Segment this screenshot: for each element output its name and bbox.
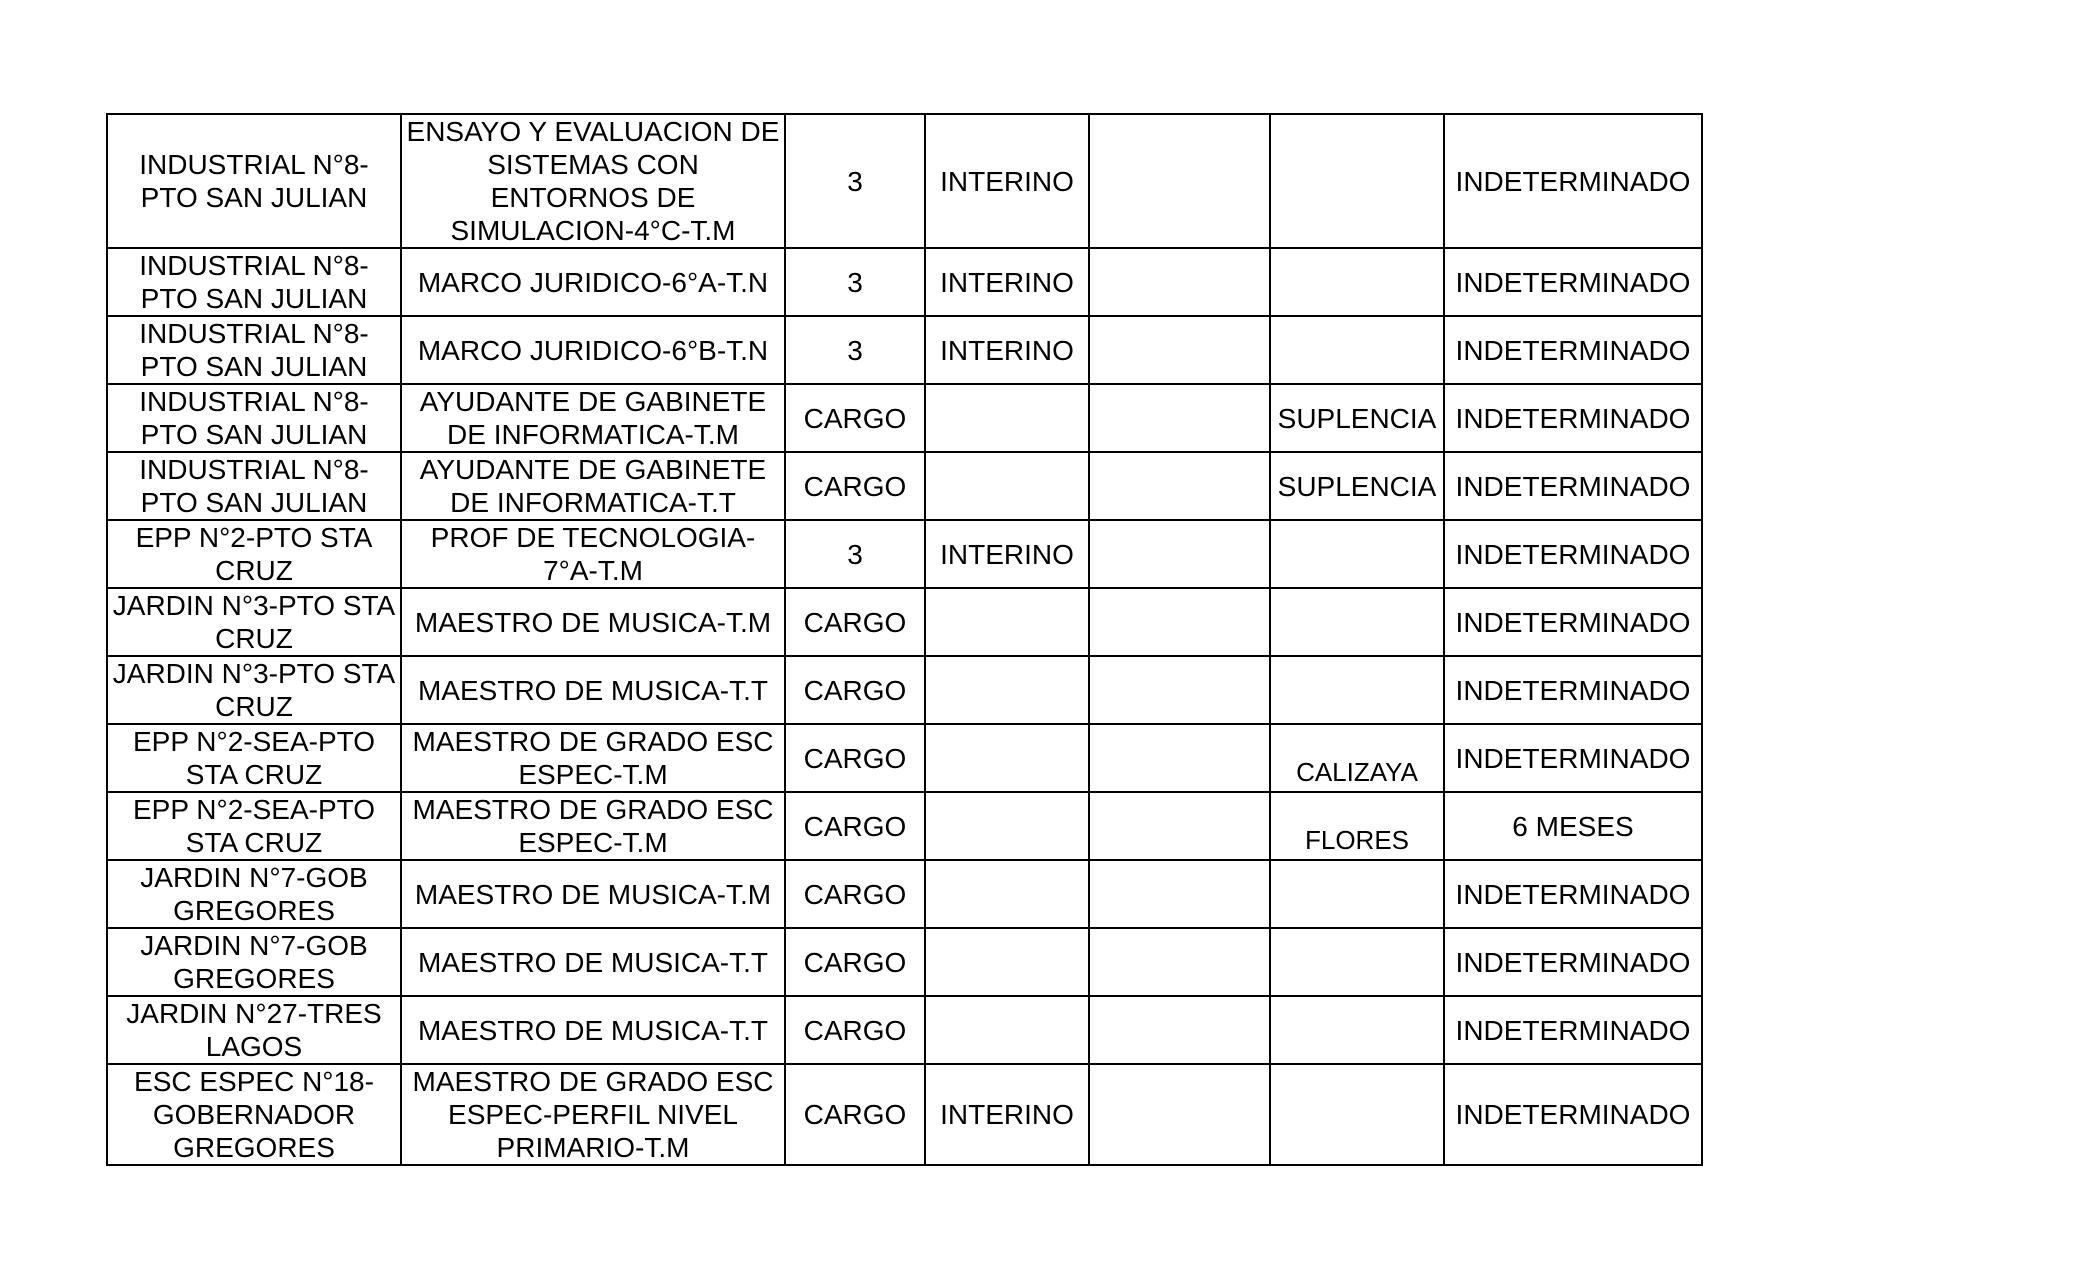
character-cell (1270, 248, 1444, 316)
table-row (107, 724, 1702, 792)
status-cell (925, 860, 1089, 928)
position-cell: MAESTRO DE GRADO ESC ESPEC-PERFIL NIVEL PRIMARIO-T.M (401, 1064, 785, 1165)
hours-cell: CARGO (785, 996, 925, 1064)
duration-cell: INDETERMINADO (1444, 1064, 1702, 1165)
status-cell: INTERINO (925, 114, 1089, 248)
duration-cell: INDETERMINADO (1444, 316, 1702, 384)
table-row (107, 114, 1702, 248)
extra-cell (1089, 248, 1270, 316)
position-cell: MAESTRO DE MUSICA-T.T (401, 996, 785, 1064)
hours-cell: CARGO (785, 928, 925, 996)
duration-cell: 6 MESES (1444, 792, 1702, 860)
duration-cell: INDETERMINADO (1444, 384, 1702, 452)
hours-cell: CARGO (785, 656, 925, 724)
table-row (107, 452, 1702, 520)
extra-cell (1089, 520, 1270, 588)
school-cell: INDUSTRIAL N°8-PTO SAN JULIAN (107, 384, 401, 452)
duration-cell: INDETERMINADO (1444, 248, 1702, 316)
table-row (107, 588, 1702, 656)
extra-cell (1089, 792, 1270, 860)
position-cell: MAESTRO DE MUSICA-T.M (401, 860, 785, 928)
position-cell: MAESTRO DE MUSICA-T.M (401, 588, 785, 656)
status-cell: INTERINO (925, 520, 1089, 588)
school-cell: ESC ESPEC N°18-GOBERNADOR GREGORES (107, 1064, 401, 1165)
hours-cell: CARGO (785, 1064, 925, 1165)
character-cell: CALIZAYA (1270, 724, 1444, 792)
position-cell: AYUDANTE DE GABINETE DE INFORMATICA-T.M (401, 384, 785, 452)
duration-cell: INDETERMINADO (1444, 860, 1702, 928)
hours-cell: CARGO (785, 588, 925, 656)
extra-cell (1089, 316, 1270, 384)
status-cell (925, 792, 1089, 860)
school-cell: INDUSTRIAL N°8-PTO SAN JULIAN (107, 248, 401, 316)
character-cell: FLORES (1270, 792, 1444, 860)
hours-cell: 3 (785, 316, 925, 384)
hours-cell: CARGO (785, 724, 925, 792)
school-cell: JARDIN N°3-PTO STA CRUZ (107, 588, 401, 656)
hours-cell: 3 (785, 520, 925, 588)
table-row (107, 316, 1702, 384)
duration-cell: INDETERMINADO (1444, 996, 1702, 1064)
character-cell (1270, 316, 1444, 384)
school-cell: JARDIN N°3-PTO STA CRUZ (107, 656, 401, 724)
school-cell: INDUSTRIAL N°8-PTO SAN JULIAN (107, 452, 401, 520)
position-cell: MAESTRO DE MUSICA-T.T (401, 928, 785, 996)
character-cell: SUPLENCIA (1270, 384, 1444, 452)
school-cell: EPP N°2-PTO STA CRUZ (107, 520, 401, 588)
hours-cell: CARGO (785, 792, 925, 860)
duration-cell: INDETERMINADO (1444, 656, 1702, 724)
character-cell: SUPLENCIA (1270, 452, 1444, 520)
hours-cell: 3 (785, 114, 925, 248)
table-row (107, 860, 1702, 928)
extra-cell (1089, 114, 1270, 248)
character-cell (1270, 114, 1444, 248)
status-cell (925, 588, 1089, 656)
table-row (107, 656, 1702, 724)
position-cell: MAESTRO DE MUSICA-T.T (401, 656, 785, 724)
status-cell: INTERINO (925, 316, 1089, 384)
extra-cell (1089, 1064, 1270, 1165)
position-cell: PROF DE TECNOLOGIA-7°A-T.M (401, 520, 785, 588)
school-cell: JARDIN N°27-TRES LAGOS (107, 996, 401, 1064)
extra-cell (1089, 656, 1270, 724)
character-cell (1270, 656, 1444, 724)
character-cell (1270, 1064, 1444, 1165)
duration-cell: INDETERMINADO (1444, 520, 1702, 588)
position-cell: AYUDANTE DE GABINETE DE INFORMATICA-T.T (401, 452, 785, 520)
status-cell: INTERINO (925, 248, 1089, 316)
extra-cell (1089, 860, 1270, 928)
status-cell (925, 452, 1089, 520)
character-cell (1270, 588, 1444, 656)
table-row (107, 1064, 1702, 1165)
extra-cell (1089, 928, 1270, 996)
school-cell: INDUSTRIAL N°8-PTO SAN JULIAN (107, 316, 401, 384)
character-cell (1270, 860, 1444, 928)
status-cell (925, 996, 1089, 1064)
hours-cell: CARGO (785, 452, 925, 520)
school-cell: JARDIN N°7-GOB GREGORES (107, 928, 401, 996)
school-cell: JARDIN N°7-GOB GREGORES (107, 860, 401, 928)
status-cell (925, 928, 1089, 996)
duration-cell: INDETERMINADO (1444, 114, 1702, 248)
duration-cell: INDETERMINADO (1444, 452, 1702, 520)
table-row (107, 248, 1702, 316)
status-cell (925, 656, 1089, 724)
extra-cell (1089, 384, 1270, 452)
status-cell: INTERINO (925, 1064, 1089, 1165)
table-row (107, 792, 1702, 860)
position-cell: MAESTRO DE GRADO ESC ESPEC-T.M (401, 724, 785, 792)
hours-cell: 3 (785, 248, 925, 316)
duration-cell: INDETERMINADO (1444, 928, 1702, 996)
extra-cell (1089, 996, 1270, 1064)
extra-cell (1089, 588, 1270, 656)
status-cell (925, 384, 1089, 452)
position-cell: MAESTRO DE GRADO ESC ESPEC-T.M (401, 792, 785, 860)
table-row (107, 996, 1702, 1064)
table-row (107, 928, 1702, 996)
extra-cell (1089, 724, 1270, 792)
duration-cell: INDETERMINADO (1444, 588, 1702, 656)
status-cell (925, 724, 1089, 792)
school-cell: INDUSTRIAL N°8-PTO SAN JULIAN (107, 114, 401, 248)
school-cell: EPP N°2-SEA-PTO STA CRUZ (107, 724, 401, 792)
character-cell (1270, 520, 1444, 588)
position-cell: MARCO JURIDICO-6°B-T.N (401, 316, 785, 384)
hours-cell: CARGO (785, 384, 925, 452)
table-row (107, 520, 1702, 588)
character-cell (1270, 996, 1444, 1064)
school-cell: EPP N°2-SEA-PTO STA CRUZ (107, 792, 401, 860)
vacancy-table (106, 113, 1703, 1166)
hours-cell: CARGO (785, 860, 925, 928)
extra-cell (1089, 452, 1270, 520)
duration-cell: INDETERMINADO (1444, 724, 1702, 792)
position-cell: MARCO JURIDICO-6°A-T.N (401, 248, 785, 316)
table-row (107, 384, 1702, 452)
position-cell: ENSAYO Y EVALUACION DE SISTEMAS CON ENTORNOS DE SIMULACION-4°C-T.M (401, 114, 785, 248)
character-cell (1270, 928, 1444, 996)
